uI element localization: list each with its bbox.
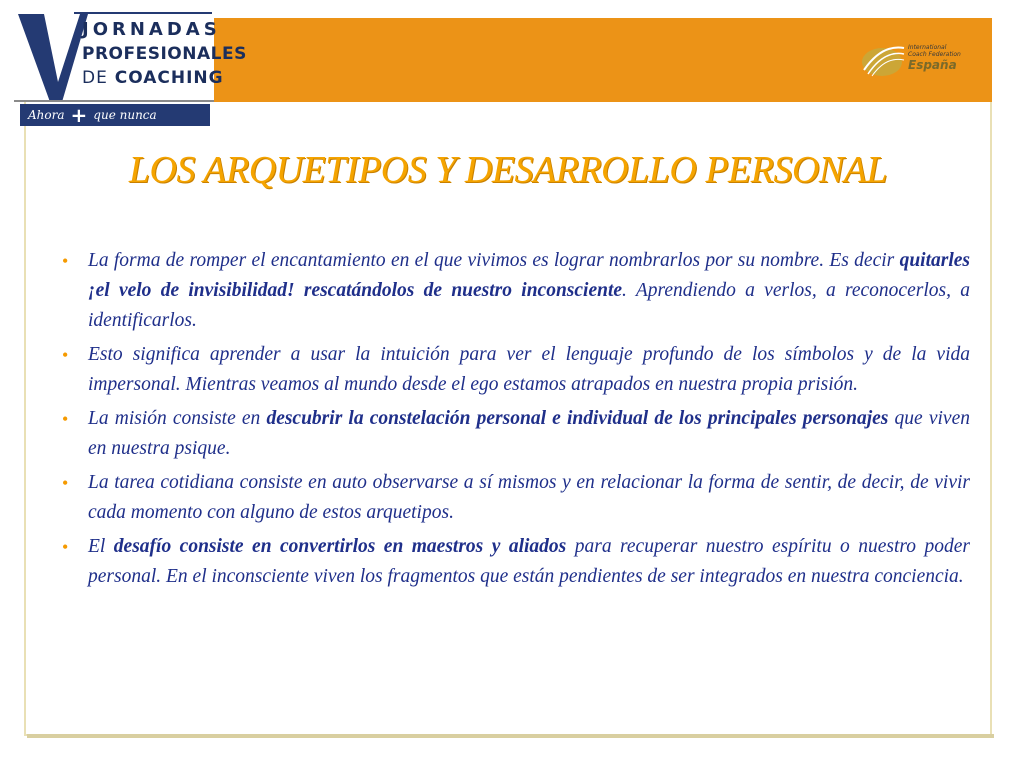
bullet-item [62, 404, 970, 464]
bullet-item [62, 468, 970, 528]
logo-line-jornadas: JORNADAS [82, 19, 221, 40]
bullet-text: La misión consiste en [88, 408, 267, 429]
icf-line-coach-federation: Coach Federation [908, 51, 961, 58]
bullet-item [62, 246, 970, 336]
bullet-dot-icon: • [62, 251, 69, 271]
logo-tagline [20, 104, 210, 126]
slide-title: LOS ARQUETIPOS Y DESARROLLO PERSONAL [128, 149, 888, 191]
bullet-item [62, 340, 970, 400]
bullet-emphasis: quitarles ¡el velo de invisibilidad! rescatándolos de nuestro inconsciente [88, 250, 970, 301]
bullet-text: para recuperar nuestro espíritu o nuestro poder personal. En el inconsciente viven los fragmentos que están pendientes de ser integrados en nuestra conciencia. [88, 536, 970, 587]
logo-line-profesionales: PROFESIONALES [82, 44, 247, 64]
tagline-ahora: Ahora [28, 108, 65, 122]
bullet-text: . Aprendiendo a verlos, a reconocerlos, a identificarlos. [88, 280, 970, 331]
slide-frame-shadow [27, 734, 994, 738]
icf-line-international: International [908, 44, 947, 51]
bullet-list [62, 246, 970, 596]
jornadas-logo [14, 10, 247, 128]
tagline-plus: + [70, 103, 88, 127]
bullet-dot-icon: • [62, 345, 69, 365]
bullet-emphasis: desafío consiste en convertirlos en maestros y aliados [113, 536, 567, 557]
logo-line-coaching [82, 68, 224, 88]
icf-line-espana: España [908, 58, 957, 72]
icf-swoosh-icon [860, 40, 906, 80]
bullet-dot-icon: • [62, 473, 69, 493]
bullet-dot-icon: • [62, 537, 69, 557]
bullet-text: El [88, 536, 114, 557]
bullet-item [62, 532, 970, 592]
logo-coaching: COACHING [114, 68, 224, 88]
bullet-text: La forma de romper el encantamiento en el que vivimos es lograr nombrarlos por su nombre. Es decir [88, 250, 900, 271]
logo-de: DE [82, 68, 108, 88]
icf-logo [860, 40, 970, 90]
bullet-emphasis: descubrir la constelación personal e individual de los principales personajes [266, 408, 889, 429]
bullet-dot-icon: • [62, 409, 69, 429]
tagline-que-nunca: que nunca [93, 108, 157, 122]
bullet-text: que viven en nuestra psique. [88, 408, 970, 459]
bullet-text: La tarea cotidiana consiste en auto observarse a sí mismos y en relacionar la forma de sentir, de decir, de vivir cada momento con alguno de estos arquetipos. [88, 472, 970, 523]
bullet-text: Esto significa aprender a usar la intuición para ver el lenguaje profundo de los símbolos y de la vida impersonal. Mientras veamos al mundo desde el ego estamos atrapados en nuestra propia prisión. [88, 344, 970, 395]
